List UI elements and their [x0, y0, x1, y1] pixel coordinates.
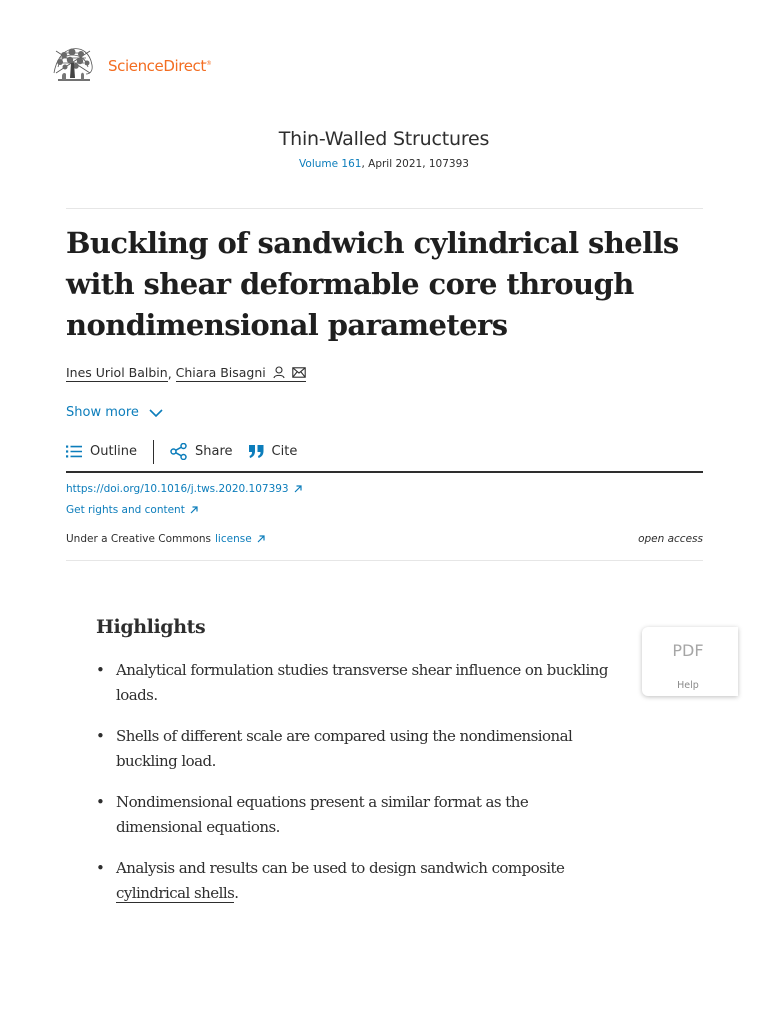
rights-text: Get rights and content [66, 504, 185, 516]
pdf-button[interactable]: PDF [672, 641, 704, 660]
show-more-label: Show more [66, 405, 139, 420]
divider [66, 208, 703, 209]
issue-details: , April 2021, 107393 [361, 158, 469, 170]
brand-name: ScienceDirect [108, 57, 206, 75]
author-list [66, 365, 306, 382]
pdf-widget [642, 627, 738, 696]
cite-button[interactable] [249, 444, 298, 459]
outline-button[interactable] [66, 444, 137, 459]
highlight-text: Analytical formulation studies transverse shear influence on buckling loads. [116, 661, 608, 704]
elsevier-tree-logo[interactable] [50, 43, 96, 85]
article-toolbar [66, 439, 297, 464]
list-icon [66, 445, 82, 458]
journal-title[interactable]: Thin-Walled Structures [278, 128, 490, 150]
bullet: • [96, 793, 105, 811]
elsevier-tree-icon [50, 43, 96, 85]
help-button[interactable]: Help [677, 680, 699, 691]
highlight-end: . [234, 884, 239, 902]
sciencedirect-brand[interactable] [108, 57, 211, 75]
bullet: • [96, 727, 105, 745]
chevron-down-icon [149, 409, 163, 417]
volume-link[interactable]: Volume 161 [299, 158, 362, 170]
highlight-text: Nondimensional equations present a similar format as the dimensional equations. [116, 793, 529, 836]
author-separator: , [167, 366, 176, 381]
author-name: Chiara Bisagni [175, 365, 266, 380]
external-link-icon [294, 485, 302, 493]
doi-link[interactable] [66, 483, 302, 495]
article-title: Buckling of sandwich cylindrical shells with shear deformable core through nondimensional parameters [66, 226, 679, 342]
license-line [66, 533, 265, 545]
toolbar-rule [66, 471, 703, 473]
license-link[interactable] [215, 533, 265, 545]
quote-icon [249, 445, 264, 458]
bullet: • [96, 661, 105, 679]
external-link-icon [257, 535, 265, 543]
rights-link[interactable] [66, 504, 198, 516]
highlight-text: Analysis and results can be used to design sandwich composite [116, 859, 565, 877]
external-link-icon [190, 506, 198, 514]
highlight-item [96, 658, 616, 708]
share-icon [170, 443, 187, 460]
highlight-item [96, 856, 616, 906]
highlight-item [96, 790, 616, 840]
share-label: Share [195, 444, 233, 459]
bullet: • [96, 859, 105, 877]
highlight-text: Shells of different scale are compared using the nondimensional buckling load. [116, 727, 573, 770]
divider [66, 560, 703, 561]
journal-volume-line [0, 158, 768, 170]
person-icon [273, 366, 285, 379]
toolbar-divider [153, 440, 154, 464]
share-button[interactable] [170, 443, 233, 460]
cylindrical-shells-link[interactable]: cylindrical shells [116, 884, 235, 902]
show-more-button[interactable] [66, 405, 163, 420]
highlights-list [96, 658, 616, 922]
highlight-item [96, 724, 616, 774]
outline-label: Outline [90, 444, 138, 459]
highlights-heading: Highlights [96, 616, 206, 638]
email-icon [292, 367, 306, 378]
author-link[interactable]: Ines Uriol Balbin [66, 365, 168, 380]
author-link-corresponding[interactable] [176, 365, 306, 382]
cite-label: Cite [271, 444, 298, 459]
license-link-text: license [215, 533, 252, 545]
license-prefix: Under a Creative Commons [66, 533, 212, 545]
doi-text: https://doi.org/10.1016/j.tws.2020.107393 [66, 483, 289, 495]
open-access-badge: open access [638, 533, 703, 545]
brand-mark: ® [205, 60, 212, 67]
